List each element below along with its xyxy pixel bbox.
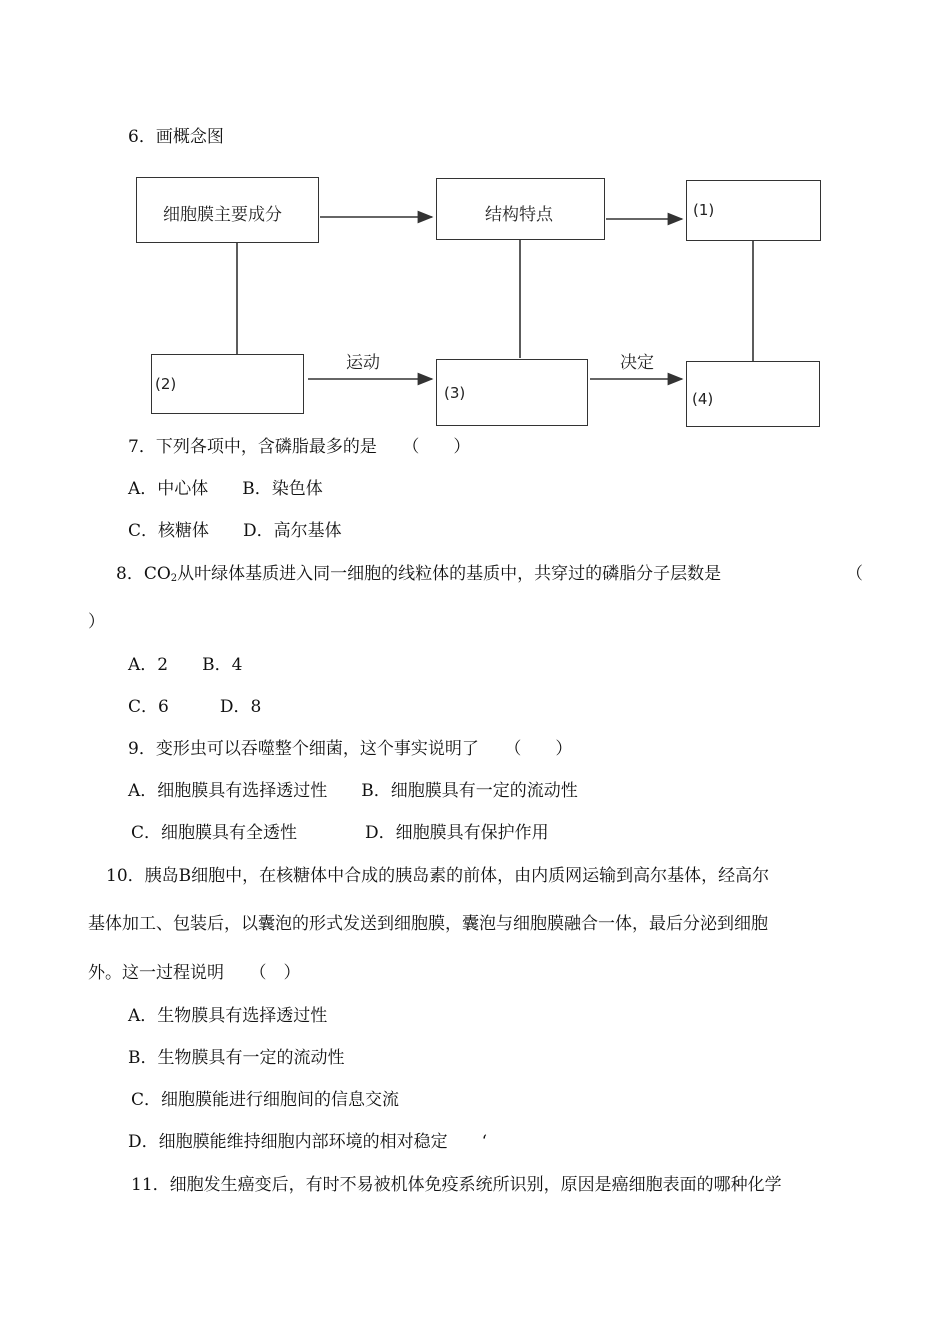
q10-line-2: 基体加工、包装后，以囊泡的形式发送到细胞膜，囊泡与细胞膜融合一体，最后分泌到细胞: [88, 914, 768, 934]
arrow-label-decide: 决定: [620, 353, 654, 373]
q8-stem: [116, 563, 721, 590]
q10-option-d: D．细胞膜能维持细胞内部环境的相对稳定 ‘: [128, 1132, 488, 1152]
box-1: [686, 180, 821, 241]
q11-line-1: 11．细胞发生癌变后，有时不易被机体免疫系统所识别，原因是癌细胞表面的哪种化学: [131, 1175, 782, 1195]
box-2: [151, 354, 304, 414]
q8-stem-subscript: 2: [170, 573, 178, 584]
box-3: [436, 359, 588, 426]
q10-line-1: 10．胰岛B细胞中，在核糖体中合成的胰岛素的前体，由内质网运输到高尔基体，经高尔: [106, 866, 770, 886]
q6-title: 6．画概念图: [128, 127, 224, 147]
box-structural-feature-label: 结构特点: [485, 205, 553, 225]
q7-stem: 7．下列各项中，含磷脂最多的是 （ ）: [128, 437, 471, 457]
q8-paren-close: ）: [88, 612, 105, 632]
concept-diagram: [120, 160, 840, 435]
q9-options-cd: C．细胞膜具有全透性 D．细胞膜具有保护作用: [131, 823, 549, 843]
box-membrane-components: [136, 177, 319, 243]
q9-options-ab: A．细胞膜具有选择透过性 B．细胞膜具有一定的流动性: [128, 781, 578, 801]
q10-line-3: 外。这一过程说明 （ ）: [88, 963, 301, 983]
box-1-label: (1): [693, 201, 715, 219]
q10-option-b: B．生物膜具有一定的流动性: [128, 1048, 345, 1068]
q9-stem: 9．变形虫可以吞噬整个细菌，这个事实说明了 （ ）: [128, 739, 573, 759]
q10-option-c: C．细胞膜能进行细胞间的信息交流: [131, 1090, 400, 1110]
q7-options-ab: A．中心体 B．染色体: [128, 479, 323, 499]
q8-paren-open: （: [846, 564, 863, 584]
q10-option-a: A．生物膜具有选择透过性: [128, 1006, 328, 1026]
q8-options-ab: A．2 B．4: [128, 655, 243, 675]
q8-options-cd: C．6 D．8: [128, 697, 262, 717]
box-structural-feature: [436, 178, 605, 240]
box-membrane-components-label: 细胞膜主要成分: [163, 205, 282, 225]
box-4: [686, 361, 820, 427]
q8-stem-co: 8．CO: [116, 564, 171, 584]
arrow-label-move: 运动: [346, 353, 380, 373]
q8-stem-rest: 从叶绿体基质进入同一细胞的线粒体的基质中，共穿过的磷脂分子层数是: [177, 564, 722, 584]
box-3-label: (3): [444, 384, 466, 402]
q7-options-cd: C．核糖体 D．高尔基体: [128, 521, 342, 541]
box-2-label: (2): [155, 375, 177, 393]
box-4-label: (4): [692, 390, 714, 408]
